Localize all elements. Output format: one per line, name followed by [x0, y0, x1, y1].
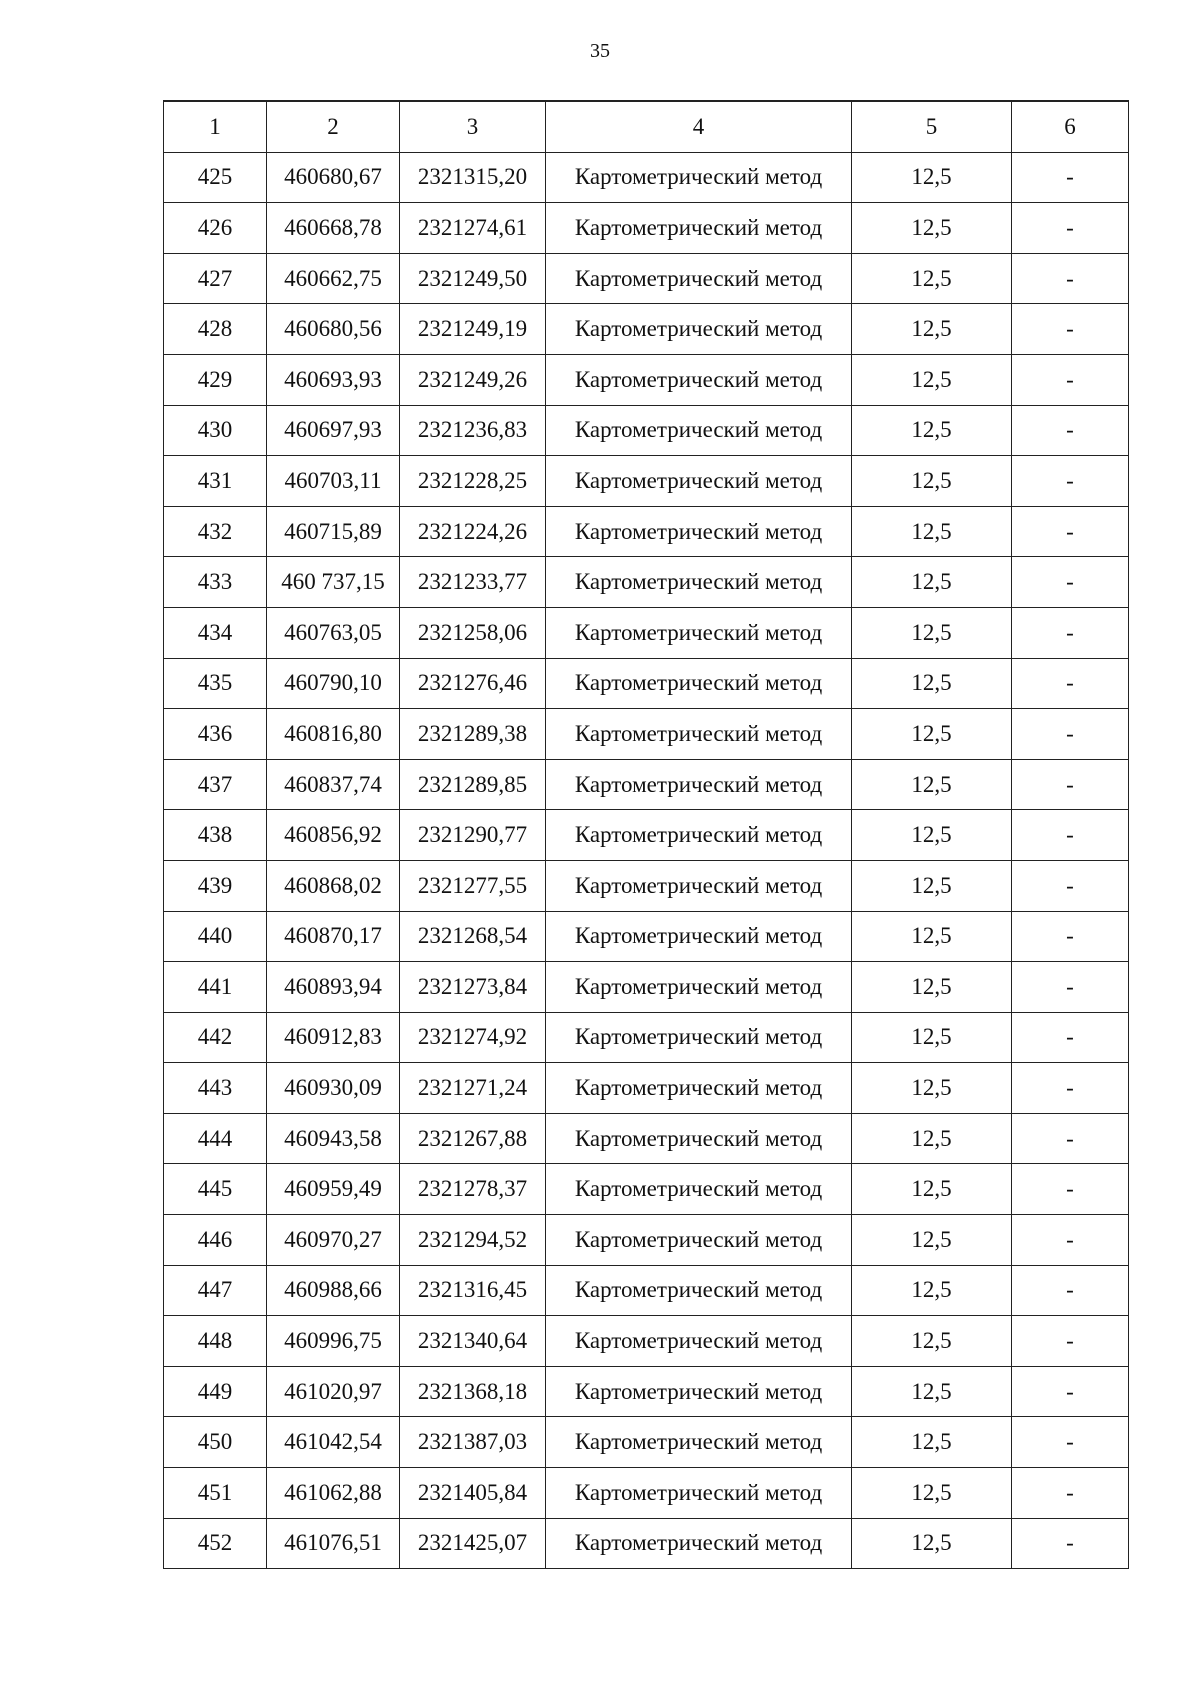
- accuracy-cell: 12,5: [852, 1215, 1012, 1266]
- point-number-cell: 449: [164, 1366, 267, 1417]
- method-cell: Картометрический метод: [546, 962, 852, 1013]
- accuracy-cell: 12,5: [852, 658, 1012, 709]
- accuracy-cell: 12,5: [852, 152, 1012, 203]
- y-coordinate-cell: 2321271,24: [400, 1063, 546, 1114]
- x-coordinate-cell: 460 737,15: [267, 557, 400, 608]
- accuracy-cell: 12,5: [852, 1265, 1012, 1316]
- x-coordinate-cell: 461076,51: [267, 1518, 400, 1569]
- y-coordinate-cell: 2321268,54: [400, 911, 546, 962]
- accuracy-cell: 12,5: [852, 557, 1012, 608]
- description-cell: -: [1012, 607, 1129, 658]
- x-coordinate-cell: 460697,93: [267, 405, 400, 456]
- column-header: 5: [852, 101, 1012, 152]
- description-cell: -: [1012, 152, 1129, 203]
- x-coordinate-cell: 460943,58: [267, 1113, 400, 1164]
- description-cell: -: [1012, 709, 1129, 760]
- accuracy-cell: 12,5: [852, 1417, 1012, 1468]
- method-cell: Картометрический метод: [546, 1164, 852, 1215]
- table-row: [164, 253, 1129, 304]
- point-number-cell: 442: [164, 1012, 267, 1063]
- y-coordinate-cell: 2321273,84: [400, 962, 546, 1013]
- point-number-cell: 428: [164, 304, 267, 355]
- accuracy-cell: 12,5: [852, 1366, 1012, 1417]
- y-coordinate-cell: 2321277,55: [400, 860, 546, 911]
- point-number-cell: 445: [164, 1164, 267, 1215]
- accuracy-cell: 12,5: [852, 506, 1012, 557]
- table-row: [164, 1265, 1129, 1316]
- method-cell: Картометрический метод: [546, 1265, 852, 1316]
- table-row: [164, 709, 1129, 760]
- x-coordinate-cell: 460959,49: [267, 1164, 400, 1215]
- point-number-cell: 425: [164, 152, 267, 203]
- y-coordinate-cell: 2321236,83: [400, 405, 546, 456]
- column-header: 3: [400, 101, 546, 152]
- x-coordinate-cell: 460680,56: [267, 304, 400, 355]
- table-row: [164, 1164, 1129, 1215]
- description-cell: -: [1012, 1063, 1129, 1114]
- y-coordinate-cell: 2321316,45: [400, 1265, 546, 1316]
- method-cell: Картометрический метод: [546, 1417, 852, 1468]
- description-cell: -: [1012, 1215, 1129, 1266]
- point-number-cell: 438: [164, 810, 267, 861]
- description-cell: -: [1012, 1113, 1129, 1164]
- method-cell: Картометрический метод: [546, 203, 852, 254]
- description-cell: -: [1012, 506, 1129, 557]
- y-coordinate-cell: 2321249,19: [400, 304, 546, 355]
- method-cell: Картометрический метод: [546, 658, 852, 709]
- description-cell: -: [1012, 1012, 1129, 1063]
- accuracy-cell: 12,5: [852, 203, 1012, 254]
- x-coordinate-cell: 460970,27: [267, 1215, 400, 1266]
- description-cell: -: [1012, 860, 1129, 911]
- table-row: [164, 962, 1129, 1013]
- method-cell: Картометрический метод: [546, 709, 852, 760]
- point-number-cell: 446: [164, 1215, 267, 1266]
- column-header: 1: [164, 101, 267, 152]
- x-coordinate-cell: 460856,92: [267, 810, 400, 861]
- accuracy-cell: 12,5: [852, 1113, 1012, 1164]
- point-number-cell: 443: [164, 1063, 267, 1114]
- x-coordinate-cell: 460988,66: [267, 1265, 400, 1316]
- table-row: [164, 759, 1129, 810]
- x-coordinate-cell: 460693,93: [267, 354, 400, 405]
- table-row: [164, 456, 1129, 507]
- table-row: [164, 1316, 1129, 1367]
- x-coordinate-cell: 460912,83: [267, 1012, 400, 1063]
- table-row: [164, 506, 1129, 557]
- point-number-cell: 444: [164, 1113, 267, 1164]
- table-row: [164, 1468, 1129, 1519]
- accuracy-cell: 12,5: [852, 810, 1012, 861]
- y-coordinate-cell: 2321315,20: [400, 152, 546, 203]
- accuracy-cell: 12,5: [852, 1316, 1012, 1367]
- point-number-cell: 432: [164, 506, 267, 557]
- table-row: [164, 354, 1129, 405]
- description-cell: -: [1012, 405, 1129, 456]
- point-number-cell: 439: [164, 860, 267, 911]
- column-header: 4: [546, 101, 852, 152]
- description-cell: -: [1012, 759, 1129, 810]
- accuracy-cell: 12,5: [852, 456, 1012, 507]
- method-cell: Картометрический метод: [546, 1518, 852, 1569]
- table-row: [164, 557, 1129, 608]
- point-number-cell: 427: [164, 253, 267, 304]
- table-row: [164, 203, 1129, 254]
- description-cell: -: [1012, 1316, 1129, 1367]
- point-number-cell: 447: [164, 1265, 267, 1316]
- x-coordinate-cell: 460996,75: [267, 1316, 400, 1367]
- y-coordinate-cell: 2321233,77: [400, 557, 546, 608]
- method-cell: Картометрический метод: [546, 506, 852, 557]
- method-cell: Картометрический метод: [546, 557, 852, 608]
- accuracy-cell: 12,5: [852, 354, 1012, 405]
- y-coordinate-cell: 2321290,77: [400, 810, 546, 861]
- method-cell: Картометрический метод: [546, 1366, 852, 1417]
- accuracy-cell: 12,5: [852, 607, 1012, 658]
- y-coordinate-cell: 2321249,26: [400, 354, 546, 405]
- description-cell: -: [1012, 1366, 1129, 1417]
- method-cell: Картометрический метод: [546, 759, 852, 810]
- method-cell: Картометрический метод: [546, 911, 852, 962]
- accuracy-cell: 12,5: [852, 759, 1012, 810]
- point-number-cell: 433: [164, 557, 267, 608]
- point-number-cell: 448: [164, 1316, 267, 1367]
- y-coordinate-cell: 2321274,61: [400, 203, 546, 254]
- table-row: [164, 1063, 1129, 1114]
- accuracy-cell: 12,5: [852, 1518, 1012, 1569]
- accuracy-cell: 12,5: [852, 911, 1012, 962]
- method-cell: Картометрический метод: [546, 1063, 852, 1114]
- point-number-cell: 437: [164, 759, 267, 810]
- x-coordinate-cell: 460703,11: [267, 456, 400, 507]
- x-coordinate-cell: 460763,05: [267, 607, 400, 658]
- method-cell: Картометрический метод: [546, 1316, 852, 1367]
- y-coordinate-cell: 2321278,37: [400, 1164, 546, 1215]
- y-coordinate-cell: 2321224,26: [400, 506, 546, 557]
- method-cell: Картометрический метод: [546, 405, 852, 456]
- table-row: [164, 911, 1129, 962]
- accuracy-cell: 12,5: [852, 962, 1012, 1013]
- accuracy-cell: 12,5: [852, 1063, 1012, 1114]
- x-coordinate-cell: 460680,67: [267, 152, 400, 203]
- x-coordinate-cell: 460668,78: [267, 203, 400, 254]
- y-coordinate-cell: 2321368,18: [400, 1366, 546, 1417]
- table-row: [164, 152, 1129, 203]
- accuracy-cell: 12,5: [852, 1468, 1012, 1519]
- method-cell: Картометрический метод: [546, 607, 852, 658]
- table-row: [164, 1366, 1129, 1417]
- description-cell: -: [1012, 1265, 1129, 1316]
- description-cell: -: [1012, 911, 1129, 962]
- method-cell: Картометрический метод: [546, 1012, 852, 1063]
- point-number-cell: 431: [164, 456, 267, 507]
- column-header: 2: [267, 101, 400, 152]
- table-row: [164, 304, 1129, 355]
- description-cell: -: [1012, 253, 1129, 304]
- table-row: [164, 860, 1129, 911]
- description-cell: -: [1012, 1518, 1129, 1569]
- table-row: [164, 607, 1129, 658]
- x-coordinate-cell: 460837,74: [267, 759, 400, 810]
- table-row: [164, 405, 1129, 456]
- table-row: [164, 1113, 1129, 1164]
- column-header: 6: [1012, 101, 1129, 152]
- description-cell: -: [1012, 658, 1129, 709]
- table-row: [164, 1012, 1129, 1063]
- description-cell: -: [1012, 962, 1129, 1013]
- method-cell: Картометрический метод: [546, 354, 852, 405]
- method-cell: Картометрический метод: [546, 810, 852, 861]
- method-cell: Картометрический метод: [546, 860, 852, 911]
- point-number-cell: 440: [164, 911, 267, 962]
- x-coordinate-cell: 461062,88: [267, 1468, 400, 1519]
- point-number-cell: 435: [164, 658, 267, 709]
- y-coordinate-cell: 2321249,50: [400, 253, 546, 304]
- y-coordinate-cell: 2321289,85: [400, 759, 546, 810]
- x-coordinate-cell: 461042,54: [267, 1417, 400, 1468]
- description-cell: -: [1012, 1468, 1129, 1519]
- method-cell: Картометрический метод: [546, 304, 852, 355]
- y-coordinate-cell: 2321267,88: [400, 1113, 546, 1164]
- x-coordinate-cell: 460816,80: [267, 709, 400, 760]
- y-coordinate-cell: 2321340,64: [400, 1316, 546, 1367]
- y-coordinate-cell: 2321387,03: [400, 1417, 546, 1468]
- table-row: [164, 810, 1129, 861]
- description-cell: -: [1012, 354, 1129, 405]
- point-number-cell: 434: [164, 607, 267, 658]
- point-number-cell: 429: [164, 354, 267, 405]
- method-cell: Картометрический метод: [546, 456, 852, 507]
- y-coordinate-cell: 2321274,92: [400, 1012, 546, 1063]
- description-cell: -: [1012, 1417, 1129, 1468]
- x-coordinate-cell: 460868,02: [267, 860, 400, 911]
- description-cell: -: [1012, 810, 1129, 861]
- accuracy-cell: 12,5: [852, 709, 1012, 760]
- method-cell: Картометрический метод: [546, 1215, 852, 1266]
- accuracy-cell: 12,5: [852, 860, 1012, 911]
- point-number-cell: 441: [164, 962, 267, 1013]
- y-coordinate-cell: 2321228,25: [400, 456, 546, 507]
- point-number-cell: 426: [164, 203, 267, 254]
- page-number: 35: [590, 40, 610, 62]
- description-cell: -: [1012, 1164, 1129, 1215]
- x-coordinate-cell: 460893,94: [267, 962, 400, 1013]
- accuracy-cell: 12,5: [852, 253, 1012, 304]
- description-cell: -: [1012, 203, 1129, 254]
- description-cell: -: [1012, 557, 1129, 608]
- description-cell: -: [1012, 456, 1129, 507]
- point-number-cell: 450: [164, 1417, 267, 1468]
- table-row: [164, 1215, 1129, 1266]
- table-row: [164, 1518, 1129, 1569]
- point-number-cell: 430: [164, 405, 267, 456]
- y-coordinate-cell: 2321294,52: [400, 1215, 546, 1266]
- table-header-row: [164, 101, 1129, 152]
- method-cell: Картометрический метод: [546, 1113, 852, 1164]
- x-coordinate-cell: 460870,17: [267, 911, 400, 962]
- x-coordinate-cell: 461020,97: [267, 1366, 400, 1417]
- x-coordinate-cell: 460930,09: [267, 1063, 400, 1114]
- method-cell: Картометрический метод: [546, 152, 852, 203]
- description-cell: -: [1012, 304, 1129, 355]
- accuracy-cell: 12,5: [852, 304, 1012, 355]
- method-cell: Картометрический метод: [546, 253, 852, 304]
- y-coordinate-cell: 2321289,38: [400, 709, 546, 760]
- coordinates-table-body: [164, 101, 1129, 1569]
- x-coordinate-cell: 460790,10: [267, 658, 400, 709]
- accuracy-cell: 12,5: [852, 1164, 1012, 1215]
- method-cell: Картометрический метод: [546, 1468, 852, 1519]
- table-row: [164, 658, 1129, 709]
- coordinates-table: [163, 100, 1129, 1569]
- y-coordinate-cell: 2321425,07: [400, 1518, 546, 1569]
- accuracy-cell: 12,5: [852, 405, 1012, 456]
- point-number-cell: 451: [164, 1468, 267, 1519]
- y-coordinate-cell: 2321405,84: [400, 1468, 546, 1519]
- y-coordinate-cell: 2321276,46: [400, 658, 546, 709]
- point-number-cell: 452: [164, 1518, 267, 1569]
- table-row: [164, 1417, 1129, 1468]
- accuracy-cell: 12,5: [852, 1012, 1012, 1063]
- point-number-cell: 436: [164, 709, 267, 760]
- x-coordinate-cell: 460662,75: [267, 253, 400, 304]
- x-coordinate-cell: 460715,89: [267, 506, 400, 557]
- y-coordinate-cell: 2321258,06: [400, 607, 546, 658]
